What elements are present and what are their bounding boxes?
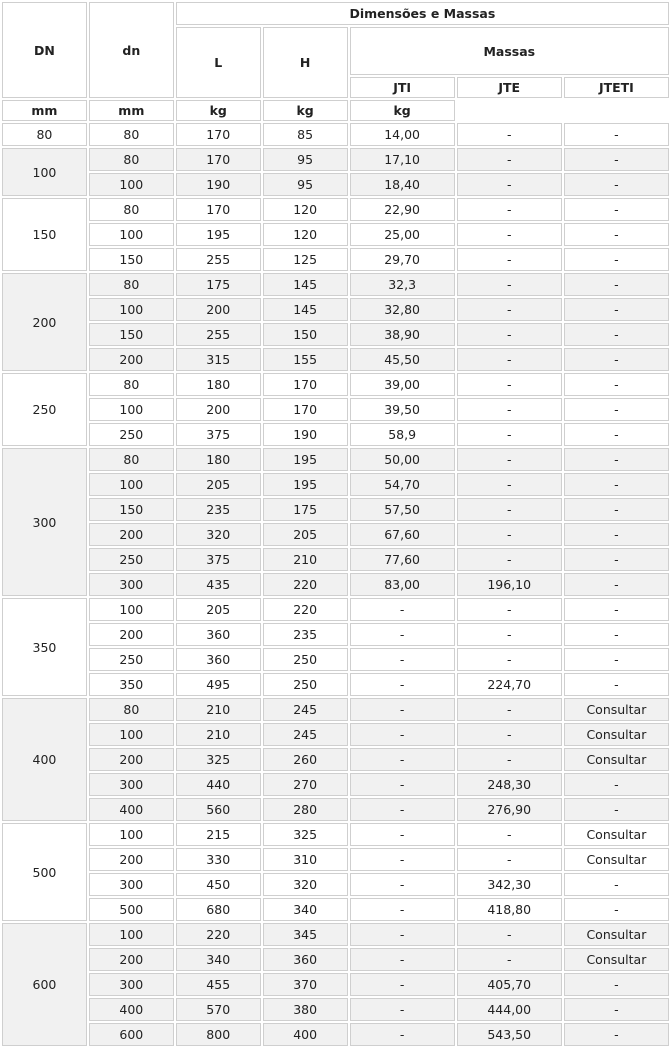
table-row	[2, 248, 669, 271]
cell-l: 315	[176, 348, 261, 371]
unit-jteti: kg	[350, 100, 455, 121]
cell-jti: 50,00	[350, 448, 455, 471]
cell-l: 495	[176, 673, 261, 696]
dn-group	[2, 698, 669, 821]
cell-dn: 400	[89, 798, 174, 821]
cell-jti: 58,9	[350, 423, 455, 446]
header-dn-upper: DN	[2, 2, 87, 98]
cell-h: 155	[263, 348, 348, 371]
table-row	[2, 398, 669, 421]
table-row	[2, 348, 669, 371]
cell-h: 260	[263, 748, 348, 771]
group-dn-cell: 600	[2, 923, 87, 1046]
cell-jteti: Consultar	[564, 748, 669, 771]
header-jte: JTE	[457, 77, 562, 98]
cell-dn: 100	[89, 723, 174, 746]
cell-dn: 150	[89, 498, 174, 521]
cell-jte: -	[457, 198, 562, 221]
cell-l: 680	[176, 898, 261, 921]
table-row	[2, 573, 669, 596]
cell-l: 235	[176, 498, 261, 521]
cell-h: 280	[263, 798, 348, 821]
cell-l: 800	[176, 1023, 261, 1046]
table-row	[2, 498, 669, 521]
cell-jte: -	[457, 473, 562, 496]
cell-dn: 100	[89, 298, 174, 321]
cell-jti: 25,00	[350, 223, 455, 246]
cell-jti: 67,60	[350, 523, 455, 546]
header-l: L	[176, 27, 261, 98]
cell-l: 325	[176, 748, 261, 771]
cell-jti: -	[350, 748, 455, 771]
cell-dn: 80	[89, 123, 174, 146]
cell-jti: 32,3	[350, 273, 455, 296]
dn-group	[2, 823, 669, 921]
table-row	[2, 423, 669, 446]
group-dn-cell: 350	[2, 598, 87, 696]
cell-dn: 100	[89, 598, 174, 621]
table-row	[2, 448, 669, 471]
cell-jte: -	[457, 598, 562, 621]
cell-jteti: -	[564, 273, 669, 296]
table-row	[2, 523, 669, 546]
cell-dn: 80	[89, 148, 174, 171]
cell-dn: 250	[89, 423, 174, 446]
cell-jteti: -	[564, 998, 669, 1021]
cell-h: 270	[263, 773, 348, 796]
cell-jte: -	[457, 123, 562, 146]
cell-jteti: -	[564, 223, 669, 246]
cell-l: 170	[176, 123, 261, 146]
cell-jteti: -	[564, 873, 669, 896]
cell-jti: 39,00	[350, 373, 455, 396]
cell-h: 325	[263, 823, 348, 846]
cell-jti: -	[350, 798, 455, 821]
cell-h: 150	[263, 323, 348, 346]
cell-h: 125	[263, 248, 348, 271]
table-row	[2, 798, 669, 821]
cell-l: 175	[176, 273, 261, 296]
cell-h: 340	[263, 898, 348, 921]
cell-dn: 80	[89, 698, 174, 721]
cell-dn: 200	[89, 523, 174, 546]
cell-h: 175	[263, 498, 348, 521]
dn-group	[2, 923, 669, 1046]
cell-h: 170	[263, 373, 348, 396]
table-row	[2, 623, 669, 646]
cell-dn: 200	[89, 848, 174, 871]
table-row	[2, 898, 669, 921]
cell-jteti: Consultar	[564, 723, 669, 746]
cell-dn: 100	[89, 173, 174, 196]
cell-jteti: -	[564, 198, 669, 221]
cell-l: 570	[176, 998, 261, 1021]
cell-l: 435	[176, 573, 261, 596]
cell-jteti: -	[564, 548, 669, 571]
cell-jte: -	[457, 823, 562, 846]
cell-dn: 200	[89, 748, 174, 771]
cell-jte: -	[457, 448, 562, 471]
cell-jteti: -	[564, 248, 669, 271]
unit-jte: kg	[263, 100, 348, 121]
cell-dn: 150	[89, 323, 174, 346]
cell-h: 120	[263, 223, 348, 246]
cell-jte: 543,50	[457, 1023, 562, 1046]
header-jti: JTI	[350, 77, 455, 98]
cell-jte: -	[457, 923, 562, 946]
table-row	[2, 748, 669, 771]
cell-h: 120	[263, 198, 348, 221]
cell-jte: 444,00	[457, 998, 562, 1021]
cell-jte: -	[457, 273, 562, 296]
cell-h: 145	[263, 298, 348, 321]
cell-jteti: Consultar	[564, 848, 669, 871]
cell-l: 330	[176, 848, 261, 871]
table-row	[2, 973, 669, 996]
cell-jte: -	[457, 948, 562, 971]
table-row	[2, 198, 669, 221]
cell-h: 245	[263, 723, 348, 746]
dn-group	[2, 148, 669, 196]
cell-dn: 200	[89, 623, 174, 646]
cell-jteti: -	[564, 523, 669, 546]
dn-group	[2, 198, 669, 271]
cell-l: 210	[176, 723, 261, 746]
cell-jte: -	[457, 698, 562, 721]
cell-jti: -	[350, 598, 455, 621]
dn-group	[2, 273, 669, 371]
cell-h: 370	[263, 973, 348, 996]
cell-h: 235	[263, 623, 348, 646]
cell-l: 255	[176, 248, 261, 271]
table-row	[2, 473, 669, 496]
header-jteti: JTETI	[564, 77, 669, 98]
cell-jteti: -	[564, 298, 669, 321]
cell-jteti: Consultar	[564, 698, 669, 721]
cell-h: 380	[263, 998, 348, 1021]
cell-jti: -	[350, 923, 455, 946]
table-row	[2, 598, 669, 621]
cell-jteti: -	[564, 123, 669, 146]
cell-jteti: -	[564, 1023, 669, 1046]
cell-jti: 29,70	[350, 248, 455, 271]
cell-jteti: -	[564, 398, 669, 421]
header-dn-lower: dn	[89, 2, 174, 98]
cell-dn: 600	[89, 1023, 174, 1046]
header-masses: Massas	[350, 27, 669, 75]
cell-jteti: -	[564, 148, 669, 171]
cell-h: 190	[263, 423, 348, 446]
cell-l: 220	[176, 923, 261, 946]
cell-dn: 80	[89, 373, 174, 396]
cell-jti: 38,90	[350, 323, 455, 346]
cell-jti: -	[350, 998, 455, 1021]
cell-h: 195	[263, 473, 348, 496]
cell-jti: 18,40	[350, 173, 455, 196]
cell-h: 210	[263, 548, 348, 571]
cell-h: 310	[263, 848, 348, 871]
cell-jteti: -	[564, 898, 669, 921]
table-row	[2, 273, 669, 296]
table-header	[2, 2, 669, 121]
cell-jteti: -	[564, 423, 669, 446]
group-dn-cell: 400	[2, 698, 87, 821]
table-row	[2, 648, 669, 671]
cell-jti: -	[350, 723, 455, 746]
cell-h: 205	[263, 523, 348, 546]
cell-jti: -	[350, 773, 455, 796]
cell-jte: 342,30	[457, 873, 562, 896]
cell-jti: 22,90	[350, 198, 455, 221]
cell-jteti: -	[564, 773, 669, 796]
cell-jte: -	[457, 623, 562, 646]
unit-l: mm	[2, 100, 87, 121]
cell-jte: 418,80	[457, 898, 562, 921]
cell-h: 360	[263, 948, 348, 971]
cell-jte: -	[457, 723, 562, 746]
table-row	[2, 673, 669, 696]
table-row	[2, 723, 669, 746]
cell-jti: 77,60	[350, 548, 455, 571]
cell-dn: 150	[89, 248, 174, 271]
cell-dn: 500	[89, 898, 174, 921]
cell-jti: 14,00	[350, 123, 455, 146]
cell-jteti: Consultar	[564, 923, 669, 946]
cell-dn: 250	[89, 548, 174, 571]
cell-jti: -	[350, 1023, 455, 1046]
header-dimensions-masses: Dimensões e Massas	[176, 2, 669, 25]
cell-jte: -	[457, 248, 562, 271]
cell-jte: 224,70	[457, 673, 562, 696]
unit-jti: kg	[176, 100, 261, 121]
cell-l: 255	[176, 323, 261, 346]
cell-jte: -	[457, 848, 562, 871]
group-dn-cell: 300	[2, 448, 87, 596]
group-dn-cell: 250	[2, 373, 87, 446]
cell-jte: -	[457, 548, 562, 571]
cell-jte: -	[457, 373, 562, 396]
cell-jti: -	[350, 898, 455, 921]
table-row	[2, 848, 669, 871]
cell-h: 245	[263, 698, 348, 721]
cell-jteti: Consultar	[564, 948, 669, 971]
cell-jteti: -	[564, 673, 669, 696]
cell-dn: 100	[89, 823, 174, 846]
cell-l: 450	[176, 873, 261, 896]
cell-jti: -	[350, 623, 455, 646]
table-row	[2, 698, 669, 721]
cell-jteti: -	[564, 573, 669, 596]
cell-jteti: -	[564, 173, 669, 196]
cell-dn: 100	[89, 223, 174, 246]
cell-dn: 80	[89, 448, 174, 471]
group-dn-cell: 100	[2, 148, 87, 196]
cell-jteti: -	[564, 798, 669, 821]
cell-jteti: -	[564, 498, 669, 521]
header-h: H	[263, 27, 348, 98]
cell-jti: -	[350, 848, 455, 871]
table-row	[2, 948, 669, 971]
cell-jti: 17,10	[350, 148, 455, 171]
cell-h: 170	[263, 398, 348, 421]
cell-dn: 200	[89, 948, 174, 971]
cell-jte: -	[457, 223, 562, 246]
table-row	[2, 373, 669, 396]
cell-jte: -	[457, 298, 562, 321]
cell-l: 440	[176, 773, 261, 796]
cell-jteti: -	[564, 373, 669, 396]
cell-dn: 350	[89, 673, 174, 696]
cell-l: 215	[176, 823, 261, 846]
cell-h: 320	[263, 873, 348, 896]
cell-jte: -	[457, 523, 562, 546]
cell-jte: 276,90	[457, 798, 562, 821]
table-row	[2, 148, 669, 171]
unit-h: mm	[89, 100, 174, 121]
cell-jti: 45,50	[350, 348, 455, 371]
cell-h: 95	[263, 148, 348, 171]
cell-jteti: -	[564, 973, 669, 996]
cell-l: 375	[176, 548, 261, 571]
group-dn-cell: 150	[2, 198, 87, 271]
cell-jte: -	[457, 748, 562, 771]
cell-jte: -	[457, 423, 562, 446]
table-row	[2, 173, 669, 196]
cell-jteti: -	[564, 648, 669, 671]
cell-l: 360	[176, 623, 261, 646]
table-row	[2, 298, 669, 321]
table-row	[2, 1023, 669, 1046]
cell-jti: -	[350, 973, 455, 996]
table-row	[2, 923, 669, 946]
cell-l: 200	[176, 298, 261, 321]
cell-h: 220	[263, 598, 348, 621]
cell-dn: 300	[89, 773, 174, 796]
cell-jti: -	[350, 873, 455, 896]
dn-group	[2, 598, 669, 696]
cell-jte: -	[457, 498, 562, 521]
cell-dn: 200	[89, 348, 174, 371]
cell-l: 205	[176, 473, 261, 496]
cell-l: 205	[176, 598, 261, 621]
cell-jte: -	[457, 323, 562, 346]
cell-l: 375	[176, 423, 261, 446]
cell-l: 455	[176, 973, 261, 996]
cell-dn: 250	[89, 648, 174, 671]
cell-jti: -	[350, 648, 455, 671]
dn-group	[2, 448, 669, 596]
cell-jte: 248,30	[457, 773, 562, 796]
cell-l: 180	[176, 373, 261, 396]
cell-h: 345	[263, 923, 348, 946]
cell-l: 360	[176, 648, 261, 671]
group-dn-cell: 500	[2, 823, 87, 921]
cell-dn: 80	[89, 198, 174, 221]
cell-dn: 80	[89, 273, 174, 296]
cell-dn: 300	[89, 873, 174, 896]
cell-l: 200	[176, 398, 261, 421]
cell-jteti: -	[564, 448, 669, 471]
cell-dn: 300	[89, 573, 174, 596]
cell-jte: -	[457, 148, 562, 171]
table-row	[2, 123, 669, 146]
cell-h: 95	[263, 173, 348, 196]
cell-jteti: -	[564, 473, 669, 496]
table-row	[2, 323, 669, 346]
cell-jte: -	[457, 348, 562, 371]
cell-jti: -	[350, 823, 455, 846]
cell-jte: -	[457, 648, 562, 671]
cell-jte: 405,70	[457, 973, 562, 996]
dn-group	[2, 373, 669, 446]
cell-jti: -	[350, 948, 455, 971]
cell-l: 195	[176, 223, 261, 246]
cell-l: 340	[176, 948, 261, 971]
cell-h: 250	[263, 648, 348, 671]
cell-jteti: -	[564, 623, 669, 646]
cell-jti: 54,70	[350, 473, 455, 496]
table-row	[2, 548, 669, 571]
cell-h: 145	[263, 273, 348, 296]
cell-l: 170	[176, 198, 261, 221]
cell-dn: 400	[89, 998, 174, 1021]
cell-h: 250	[263, 673, 348, 696]
cell-dn: 100	[89, 473, 174, 496]
cell-jti: -	[350, 673, 455, 696]
cell-jteti: -	[564, 323, 669, 346]
cell-l: 170	[176, 148, 261, 171]
cell-h: 195	[263, 448, 348, 471]
table-row	[2, 773, 669, 796]
table-row	[2, 223, 669, 246]
cell-jte: -	[457, 398, 562, 421]
table-row	[2, 873, 669, 896]
cell-jti: 39,50	[350, 398, 455, 421]
cell-l: 180	[176, 448, 261, 471]
cell-dn: 100	[89, 923, 174, 946]
cell-jteti: -	[564, 348, 669, 371]
dn-group	[2, 123, 669, 146]
cell-jti: 57,50	[350, 498, 455, 521]
table-row	[2, 823, 669, 846]
group-dn-cell: 200	[2, 273, 87, 371]
table-row	[2, 998, 669, 1021]
cell-jte: 196,10	[457, 573, 562, 596]
cell-jteti: -	[564, 598, 669, 621]
cell-l: 210	[176, 698, 261, 721]
cell-dn: 100	[89, 398, 174, 421]
cell-jti: 83,00	[350, 573, 455, 596]
cell-l: 560	[176, 798, 261, 821]
group-dn-cell: 80	[2, 123, 87, 146]
cell-jti: 32,80	[350, 298, 455, 321]
cell-jti: -	[350, 698, 455, 721]
cell-h: 85	[263, 123, 348, 146]
cell-jteti: Consultar	[564, 823, 669, 846]
cell-l: 190	[176, 173, 261, 196]
cell-jte: -	[457, 173, 562, 196]
cell-h: 220	[263, 573, 348, 596]
cell-dn: 300	[89, 973, 174, 996]
cell-h: 400	[263, 1023, 348, 1046]
cell-l: 320	[176, 523, 261, 546]
